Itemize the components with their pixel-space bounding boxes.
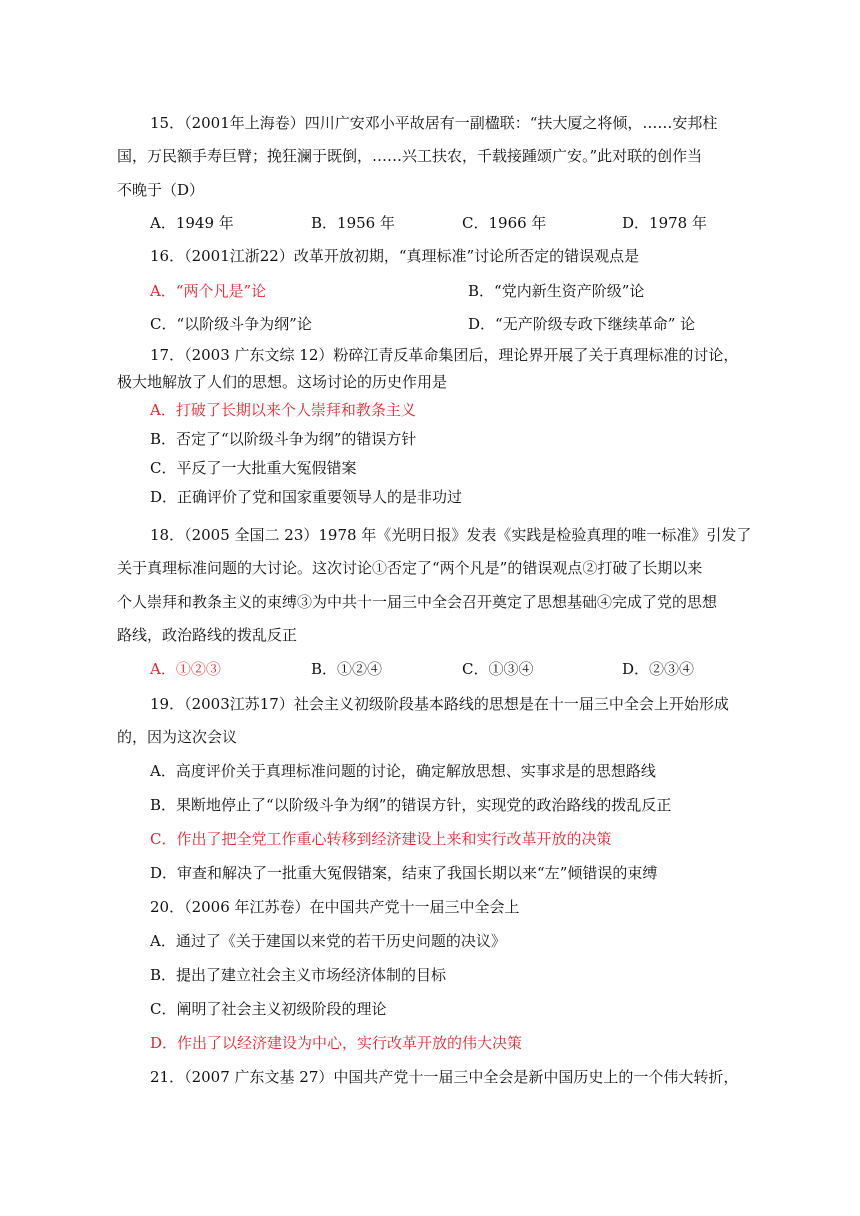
- q18-option-d: D．②③④: [622, 660, 695, 678]
- q18-option-b: B．①②④: [311, 660, 383, 678]
- q17-line-1: 17．（2003 广东文综 12）粉碎江青反革命集团后，理论界开展了关于真理标准的讨论，: [150, 346, 739, 364]
- q16-option-c: C．“以阶级斗争为纲”论: [150, 315, 312, 333]
- q19-option-d: D．审查和解决了一批重大冤假错案，结束了我国长期以来“左”倾错误的束缚: [150, 864, 658, 882]
- q15-line-3: 不晚于（D）: [117, 181, 205, 199]
- q15-option-d: D．1978 年: [622, 214, 707, 232]
- q16-option-b: B．“党内新生资产阶级”论: [468, 282, 645, 300]
- q18-line-3: 个人崇拜和教条主义的束缚③为中共十一届三中全会召开奠定了思想基础④完成了党的思想: [117, 593, 718, 611]
- q15-option-c: C．1966 年: [462, 214, 547, 232]
- q19-option-b: B．果断地停止了“以阶级斗争为纲”的错误方针，实现党的政治路线的拨乱反正: [150, 796, 672, 814]
- q18-option-a: A．①②③: [150, 660, 221, 678]
- q17-option-b: B．否定了“以阶级斗争为纲”的错误方针: [150, 430, 417, 448]
- q19-line-2: 的，因为这次会议: [117, 728, 238, 746]
- q19-option-c: C．作出了把全党工作重心转移到经济建设上来和实行改革开放的决策: [150, 830, 612, 848]
- q17-line-2: 极大地解放了人们的思想。这场讨论的历史作用是: [117, 373, 448, 391]
- q20-option-b: B．提出了建立社会主义市场经济体制的目标: [150, 966, 447, 984]
- q15-line-2: 国，万民额手寿巨臂；挽狂澜于既倒，……兴工扶农，千载接踵颂广安。”此对联的创作当: [117, 147, 703, 165]
- q17-option-c: C．平反了一大批重大冤假错案: [150, 459, 357, 477]
- q19-option-a: A．高度评价关于真理标准问题的讨论，确定解放思想、实事求是的思想路线: [150, 762, 656, 780]
- q16-line-1: 16．（2001江浙22）改革开放初期，“真理标准”讨论所否定的错误观点是: [150, 247, 640, 265]
- q20-option-a: A．通过了《关于建国以来党的若干历史问题的决议》: [150, 932, 506, 950]
- q15-option-a: A．1949 年: [150, 214, 234, 232]
- q20-option-d: D．作出了以经济建设为中心，实行改革开放的伟大决策: [150, 1034, 523, 1052]
- q17-option-a: A．打破了长期以来个人崇拜和教条主义: [150, 401, 416, 419]
- q18-line-4: 路线，政治路线的拨乱反正: [117, 626, 298, 644]
- q18-line-2: 关于真理标准问题的大讨论。这次讨论①否定了“两个凡是”的错误观点②打破了长期以来: [117, 559, 703, 577]
- q19-line-1: 19．（2003江苏17）社会主义初级阶段基本路线的思想是在十一届三中全会上开始形成: [150, 695, 729, 713]
- q18-line-1: 18．（2005 全国二 23）1978 年《光明日报》发表《实践是检验真理的唯一标准》引发了: [150, 526, 752, 544]
- q16-option-a: A．“两个凡是”论: [150, 282, 267, 300]
- q17-option-d: D．正确评价了党和国家重要领导人的是非功过: [150, 488, 463, 506]
- q15-option-b: B．1956 年: [311, 214, 395, 232]
- q16-option-d: D．“无产阶级专政下继续革命” 论: [468, 315, 696, 333]
- q15-line-1: 15．（2001年上海卷）四川广安邓小平故居有一副楹联：“扶大厦之将倾，……安邦柱: [150, 114, 718, 132]
- q20-line-1: 20．（2006 年江苏卷）在中国共产党十一届三中全会上: [150, 898, 520, 916]
- q20-option-c: C．阐明了社会主义初级阶段的理论: [150, 1000, 387, 1018]
- q18-option-c: C．①③④: [462, 660, 534, 678]
- q21-line-1: 21．（2007 广东文基 27）中国共产党十一届三中全会是新中国历史上的一个伟大转折，: [150, 1068, 739, 1086]
